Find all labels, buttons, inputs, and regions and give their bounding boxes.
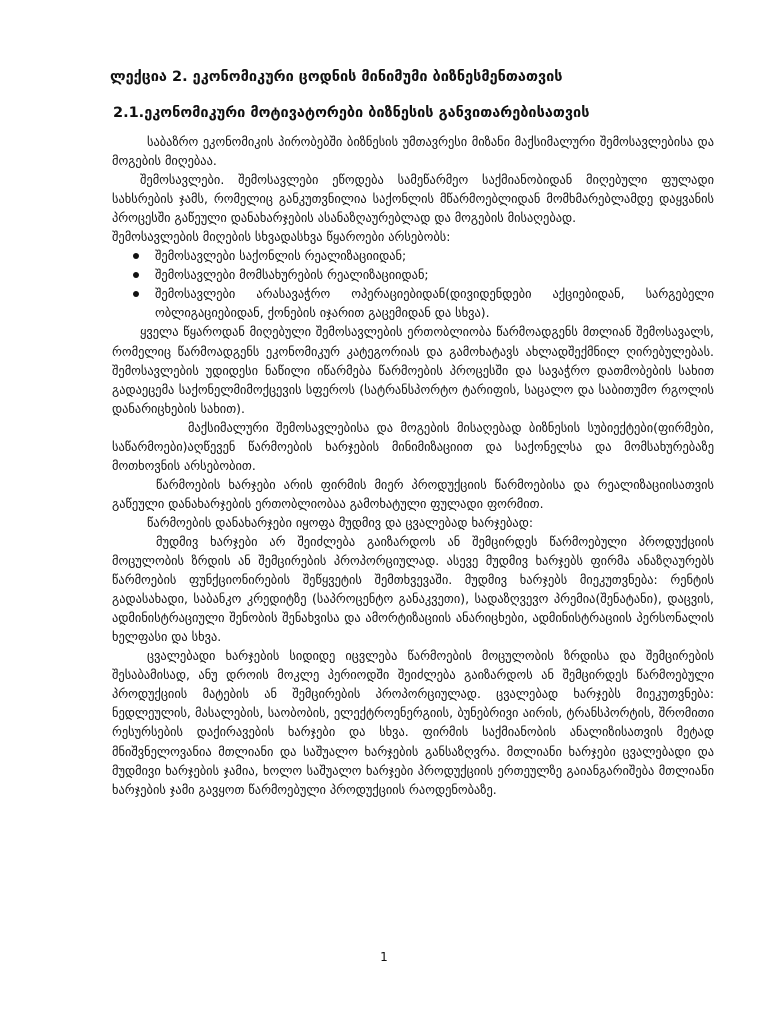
page-number: 1 (380, 950, 388, 964)
paragraph: შემოსავლები. შემოსავლები ეწოდება სამეწარმეო საქმიანობიდან მიღებული ფულადი სახსრების ჯამს, რომელიც განკუთვნილია საქონლის მწარმოებლიდან მომხმარებლამდე დაყვანის პროცესში გაწეული დანახარჯების ასანაზღაურებლად და მოგების მისაღებად. (112, 172, 714, 226)
bullet-icon (133, 253, 139, 259)
paragraph: წარმოების ხარჯები არის ფირმის მიერ პროდუქციის წარმოებისა და რეალიზაციისათვის გაწეული დანახარჯების ერთობლიობაა გამოხატული ფულადი ფორმით. (112, 476, 714, 511)
list-item-text: შემოსავლები მომსახურების რეალიზაციიდან; (155, 267, 429, 283)
list-item-text: შემოსავლები საქონლის რეალიზაციიდან; (155, 248, 407, 264)
list-item-text: შემოსავლები არასავაჭრო ოპერაციებიდან(დივიდენდები აქციებიდან, სარგებელი ობლიგაციებიდან, ქონების იჯარით გაცემიდან და სხვა). (155, 286, 714, 321)
paragraph: შემოსავლების მიღების სხვადასხვა წყაროები არსებობს: (112, 229, 451, 245)
paragraph: ცვალებადი ხარჯების სიდიდე იცვლება წარმოების მოცულობის ზრდისა და შემცირების შესაბამისად, ანუ დროის მოკლე პერიოდში შეიძლება გაიზარდოს ან შემცირდეს წარმოებული პროდუქციის მატების ან შემცირების პროპორციულად. ცვალებად ხარჯებს მიეკუთვნება: ნედლეულის, მასალების, საობობის, ელექტროენერგიის, ბუნებრივი აირის, ტრანსპორტის, შრომითი რესურსების დაქირავების ხარჯები და სხვა. ფირმის საქმიანობის ანალიზისათვის მეტად მნიშვნელოვანია მთლიანი და საშუალო ხარჯების განსაზღვრა. მთლიანი ხარჯები ცვალებადი და მუდმივი ხარჯების ჯამია, ხოლო საშუალო ხარჯები პროდუქციის ერთეულზე გაიანგარიშება მთლიანი ხარჯების ჯამი გავყოთ წარმოებული პროდუქციის რაოდენობაზე. (112, 648, 714, 797)
document-body (112, 132, 714, 799)
paragraph: საბაზრო ეკონომიკის პირობებში ბიზნესის უმთავრესი მიზანი მაქსიმალური შემოსავლებისა და მოგების მიღებაა. (112, 134, 714, 169)
list-item (112, 265, 714, 284)
bullet-icon (133, 272, 139, 278)
bullet-icon (133, 291, 139, 297)
list-item (112, 284, 714, 322)
paragraph: წარმოების დანახარჯები იყოფა მუდმივ და ცვალებად ხარჯებად: (147, 514, 534, 530)
list-item (112, 246, 714, 265)
section-title: 2.1.ეკონომიკური მოტივატორები ბიზნესის განვითარებისათვის (113, 105, 590, 121)
lecture-title: ლექცია 2. ეკონომიკური ცოდნის მინიმუმი ბიზნესმენთათვის (110, 69, 563, 85)
paragraph: ყველა წყაროდან მიღებული შემოსავლების ერთობლიობა წარმოადგენს მთლიან შემოსავალს, რომელიც წარმოადგენს ეკონომიკურ კატეგორიას და გამოხატავს ახლადშექმნილ ღირებულებას. შემოსავლების უდიდესი ნაწილი იწარმება წარმოების პროცესში და სავაჭრო დათმობების სახით გადაეცემა საქონელმიმოქცევის სფეროს (სატრანსპორტო ტარიფის, საცალო და საბითუმო რგოლის დანარიცხების სახით). (112, 324, 714, 416)
paragraph: მუდმივ ხარჯები არ შეიძლება გაიზარდოს ან შემცირდეს წარმოებული პროდუქციის მოცულობის ზრდის ან შემცირების პროპორციულად. ასევე მუდმივ ხარჯებს ფირმა ანაზღაურებს წარმოების ფუნქციონირების შეწყვეტის შემთხვევაში. მუდმივ ხარჯებს მიეკუთვნება: რენტის გადასახადი, საბანკო კრედიტზე (საპროცენტო განაკვეთი), სადაზღვევო პრემია(შენატანი), დაცვის, ადმინისტრაციული შენობის შენახვისა და ამორტიზაციის ანარიცხები, ადმინისტრაციის პერსონალის ხელფასი და სხვა. (112, 533, 714, 645)
paragraph: მაქსიმალური შემოსავლებისა და მოგების მისაღებად ბიზნესის სუბიექტები(ფირმები, საწარმოები)აღწევენ წარმოების ხარჯების მინიმიზაციით და საქონელსა და მომსახურებაზე მოთხოვნის არსებობით. (112, 419, 714, 473)
income-sources-list (112, 246, 714, 322)
